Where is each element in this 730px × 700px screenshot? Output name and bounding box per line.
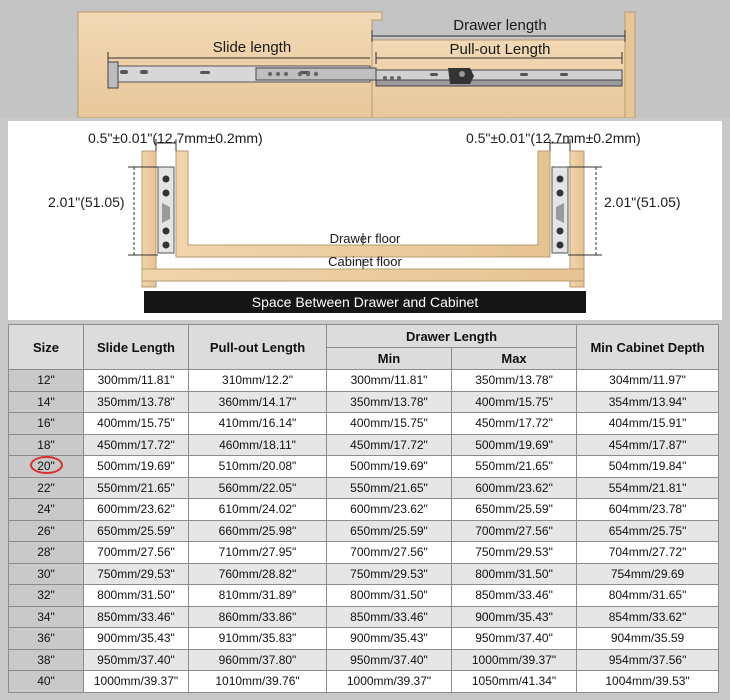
cell-text: 40" [37,674,55,689]
table-row [9,499,719,521]
cell-text: 504mm/19.84" [608,459,687,474]
drawer-floor-label: Drawer floor [329,231,401,246]
min-cabinet-depth-cell [577,606,719,628]
min-cabinet-depth-cell [577,413,719,435]
table-row [9,434,719,456]
cabinet-floor-board [142,269,584,281]
cell-text: 300mm/11.81" [97,373,175,388]
table-row [9,649,719,671]
cell-text: 850mm/33.46" [475,588,553,603]
cell-text: 900mm/35.43" [350,631,428,646]
drawer-max-cell [452,370,577,392]
min-cabinet-depth-cell [577,477,719,499]
drawer-max-cell [452,456,577,478]
cell-text: 450mm/17.72" [475,416,553,431]
pullout-length-cell [189,370,327,392]
min-cabinet-depth-cell [577,456,719,478]
cabinet-left-wall [142,151,156,287]
drawer-max-cell [452,434,577,456]
header-min: Min [327,348,452,370]
cell-text: 550mm/21.65" [97,480,175,495]
cell-text: 304mm/11.97" [609,373,686,388]
slide-length-cell [84,477,189,499]
cell-text: 750mm/29.53" [475,545,553,560]
drawer-min-cell [327,477,452,499]
min-cabinet-depth-cell [577,499,719,521]
cross-section-panel [8,121,722,320]
pullout-length-cell [189,649,327,671]
size-cell [9,391,84,413]
space-banner-text: Space Between Drawer and Cabinet [251,294,479,310]
size-cell [9,606,84,628]
drawer-min-cell [327,370,452,392]
cell-text: 1000mm/39.37" [93,674,179,689]
slide-length-cell [84,434,189,456]
cell-text: 14" [37,394,55,409]
cell-text: 600mm/23.62" [97,502,175,517]
size-cell [9,563,84,585]
slide-length-cell [84,520,189,542]
cell-text: 860mm/33.86" [218,609,297,624]
slide-length-cell [84,370,189,392]
drawer-min-cell [327,563,452,585]
min-cabinet-depth-cell [577,649,719,671]
drawer-min-cell [327,649,452,671]
cell-text: 904mm/35.59 [610,631,685,646]
min-cabinet-depth-cell [577,520,719,542]
drawer-max-cell [452,391,577,413]
slide-length-cell [84,542,189,564]
header-size: Size [9,325,84,370]
cell-text: 700mm/27.56" [475,523,553,538]
cell-text: 1000mm/39.37" [471,652,557,667]
cell-text: 300mm/11.81" [350,373,428,388]
drawer-min-cell [327,456,452,478]
cabinet-panel [78,12,382,118]
size-cell [9,585,84,607]
pullout-length-cell [189,413,327,435]
table-row [9,628,719,650]
cell-text: 450mm/17.72" [97,437,175,452]
header-drawer-length: Drawer Length [327,325,577,348]
cell-text: 750mm/29.53" [350,566,428,581]
cross-section-drawing [8,121,722,320]
cell-text: 350mm/13.78" [475,373,553,388]
cell-text: 350mm/13.78" [350,394,428,409]
drawer-max-cell [452,585,577,607]
cell-text: 800mm/31.50" [97,588,175,603]
cabinet-right-wall [570,151,584,287]
cell-text: 900mm/35.43" [97,631,175,646]
cell-text: 20" [37,459,55,474]
cell-text: 950mm/37.40" [350,652,428,667]
slide-length-cell [84,499,189,521]
pullout-length-cell [189,671,327,693]
slide-length-label: Slide length [212,39,292,56]
size-cell [9,456,84,478]
slide-length-cell [84,563,189,585]
cell-text: 500mm/19.69" [350,459,428,474]
cell-text: 404mm/15.91" [608,416,687,431]
drawer-max-cell [452,413,577,435]
cell-text: 850mm/33.46" [97,609,175,624]
cell-text: 354mm/13.94" [608,394,687,409]
size-cell [9,499,84,521]
slide-length-cell [84,585,189,607]
min-cabinet-depth-cell [577,585,719,607]
size-cell [9,370,84,392]
header-slide-length: Slide Length [84,325,189,370]
cell-text: 22" [37,480,55,495]
drawer-max-cell [452,628,577,650]
cell-text: 24" [37,502,55,517]
pullout-length-cell [189,585,327,607]
cell-text: 660mm/25.98" [218,523,297,538]
pullout-length-cell [189,628,327,650]
pullout-length-cell [189,434,327,456]
cell-text: 34" [37,609,55,624]
cell-text: 700mm/27.56" [97,545,175,560]
cell-text: 550mm/21.65" [350,480,428,495]
min-cabinet-depth-cell [577,628,719,650]
cell-text: 910mm/35.83" [218,631,297,646]
cell-text: 854mm/33.62" [608,609,687,624]
cell-text: 32" [37,588,55,603]
cell-text: 36" [37,631,55,646]
cell-text: 950mm/37.40" [475,631,553,646]
cell-text: 1000mm/39.37" [346,674,432,689]
right-gap-label: 0.5"±0.01"(12.7mm±0.2mm) [466,130,641,146]
table-row [9,456,719,478]
min-cabinet-depth-cell [577,370,719,392]
cell-text: 400mm/15.75" [350,416,428,431]
header-max: Max [452,348,577,370]
pullout-length-cell [189,542,327,564]
cell-text: 26" [37,523,55,538]
cell-text: 350mm/13.78" [97,394,175,409]
cell-text: 560mm/22.05" [218,480,297,495]
left-gap-label: 0.5"±0.01"(12.7mm±0.2mm) [88,130,263,146]
header-min-cabinet-depth: Min Cabinet Depth [577,325,719,370]
pullout-length-cell [189,391,327,413]
cell-text: 310mm/12.2" [222,373,293,388]
cell-text: 604mm/23.78" [608,502,687,517]
cell-text: 500mm/19.69" [475,437,553,452]
cell-text: 400mm/15.75" [97,416,175,431]
pullout-length-cell [189,520,327,542]
pullout-length-cell [189,477,327,499]
drawer-max-cell [452,671,577,693]
drawer-max-cell [452,499,577,521]
cell-text: 1010mm/39.76" [215,674,300,689]
min-cabinet-depth-cell [577,671,719,693]
table-row [9,413,719,435]
spec-table-body [9,370,719,693]
inner-rail [376,70,622,80]
cell-text: 600mm/23.62" [475,480,553,495]
table-row [9,542,719,564]
right-height-label: 2.01"(51.05) [604,194,681,210]
slide-length-cell [84,456,189,478]
cell-text: 800mm/31.50" [350,588,428,603]
size-cell [9,649,84,671]
drawer-max-cell [452,520,577,542]
min-cabinet-depth-cell [577,434,719,456]
size-cell [9,413,84,435]
drawer-max-cell [452,563,577,585]
table-row [9,391,719,413]
spec-table-header [9,325,719,370]
pullout-length-label: Pull-out Length [449,41,551,58]
table-row [9,671,719,693]
cell-text: 16" [37,416,55,431]
cell-text: 760mm/28.82" [218,566,297,581]
drawer-min-cell [327,606,452,628]
cell-text: 700mm/27.56" [350,545,428,560]
drawer-max-cell [452,606,577,628]
pullout-length-cell [189,606,327,628]
cell-text: 550mm/21.65" [475,459,553,474]
cell-text: 650mm/25.59" [97,523,175,538]
drawer-min-cell [327,434,452,456]
left-height-label: 2.01"(51.05) [48,194,125,210]
right-slide-profile [552,167,568,253]
cell-text: 1004mm/39.53" [605,674,690,689]
size-cell [9,434,84,456]
highlight-circle [30,456,63,474]
cell-text: 654mm/25.75" [608,523,687,538]
size-cell [9,477,84,499]
drawer-min-cell [327,391,452,413]
cell-text: 38" [37,652,55,667]
cell-text: 410mm/16.14" [218,416,297,431]
slide-length-cell [84,671,189,693]
header-pullout-length: Pull-out Length [189,325,327,370]
size-cell [9,671,84,693]
left-slide-profile [158,167,174,253]
pullout-length-cell [189,563,327,585]
slide-length-cell [84,391,189,413]
cell-text: 360mm/14.17" [218,394,297,409]
cell-text: 950mm/37.40" [97,652,175,667]
cell-text: 510mm/20.08" [218,459,297,474]
cell-text: 1050mm/41.34" [471,674,557,689]
cell-text: 650mm/25.59" [350,523,428,538]
cell-text: 554mm/21.81" [608,480,687,495]
cell-text: 754mm/29.69 [610,566,685,581]
cell-text: 610mm/24.02" [218,502,297,517]
min-cabinet-depth-cell [577,542,719,564]
cell-text: 650mm/25.59" [475,502,553,517]
table-row [9,370,719,392]
drawer-front [625,12,635,118]
drawer-min-cell [327,671,452,693]
size-cell [9,628,84,650]
cell-text: 804mm/31.65" [608,588,687,603]
cell-text: 900mm/35.43" [475,609,553,624]
cell-text: 960mm/37.80" [218,652,297,667]
table-row [9,606,719,628]
drawer-max-cell [452,649,577,671]
cell-text: 810mm/31.89" [218,588,297,603]
table-row [9,563,719,585]
cell-text: 954mm/37.56" [608,652,687,667]
cell-text: 28" [37,545,55,560]
drawer-min-cell [327,413,452,435]
cell-text: 18" [37,437,55,452]
cell-text: 460mm/18.11" [219,437,296,452]
drawer-length-label: Drawer length [453,17,547,34]
slide-length-cell [84,649,189,671]
drawer-max-cell [452,477,577,499]
cell-text: 12" [37,373,55,388]
drawer-min-cell [327,520,452,542]
table-row [9,477,719,499]
slide-length-cell [84,413,189,435]
cell-text: 850mm/33.46" [350,609,428,624]
cell-text: 600mm/23.62" [350,502,428,517]
cell-text: 800mm/31.50" [475,566,553,581]
slide-side-view [0,0,730,118]
cell-text: 750mm/29.53" [97,566,175,581]
table-row [9,520,719,542]
slide-length-cell [84,606,189,628]
cell-text: 710mm/27.95" [218,545,297,560]
min-cabinet-depth-cell [577,563,719,585]
drawer-min-cell [327,499,452,521]
spec-table [8,324,719,693]
min-cabinet-depth-cell [577,391,719,413]
cell-text: 450mm/17.72" [350,437,428,452]
size-cell [9,542,84,564]
slide-side-view-drawing [0,0,730,118]
drawer-max-cell [452,542,577,564]
cabinet-floor-label: Cabinet floor [328,254,402,269]
drawer-min-cell [327,542,452,564]
slide-length-cell [84,628,189,650]
drawer-min-cell [327,585,452,607]
drawer-min-cell [327,628,452,650]
size-cell [9,520,84,542]
cell-text: 400mm/15.75" [475,394,553,409]
cell-text: 454mm/17.87" [608,437,687,452]
table-row [9,585,719,607]
cell-text: 704mm/27.72" [608,545,687,560]
pullout-length-cell [189,456,327,478]
cell-text: 500mm/19.69" [97,459,175,474]
cell-text: 30" [37,566,55,581]
pullout-length-cell [189,499,327,521]
